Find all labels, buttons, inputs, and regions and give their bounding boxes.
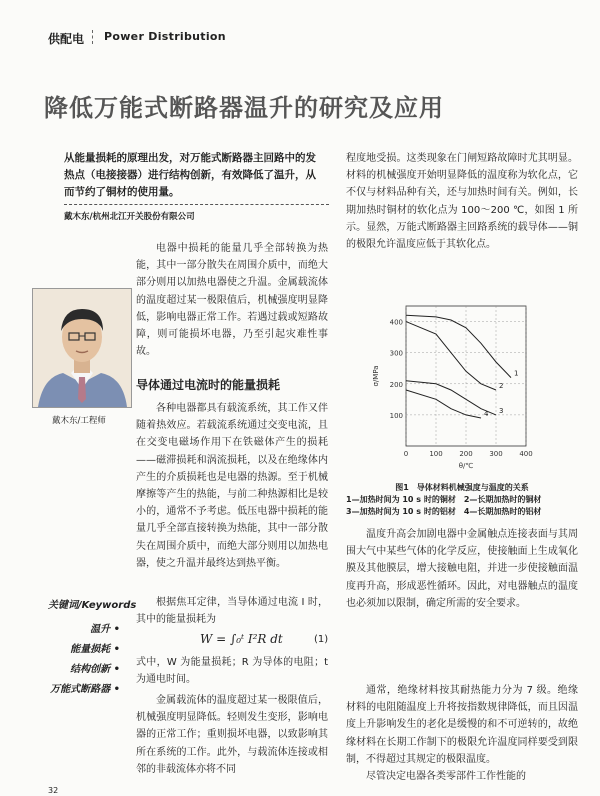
series-label-3: 3 [499,406,504,415]
y-tick-label: 100 [389,411,403,420]
series-line-4 [406,390,481,418]
body-paragraph-3: 根据焦耳定律，当导体通过电流 I 时，其中的能量损耗为 [136,597,328,626]
body-paragraph-2: 各种电器都具有载流系统，其工作又伴随着热效应。若载流系统通过交变电流，且在交变电磁场作用下在铁磁体产生的损耗——磁滞损耗和涡流损耗，以及在绝缘体内产生的介质损耗也是电器的热源。至于机械摩擦等产生的热能，与前二种热源相比是较小的，通常不予考虑。低压电器中损耗的能量几乎全部直接转换为热能，其中一部分散失在周围介质中，而绝大部分则用以加热电器，使之升温并最终达到热平衡。 [136,403,328,569]
figure-caption-line: 3—加热时间为 10 s 时的铝材 4—长期加热时的铝材 [346,507,542,516]
header-divider [92,30,94,44]
strength-temperature-chart [366,296,536,476]
photo-caption: 戴木东/工程师 [52,416,106,426]
y-tick-label: 300 [389,349,403,358]
y-axis-label: σ/MPa [372,365,380,387]
x-tick-label: 100 [429,450,443,458]
figure-caption-line: 1—加热时间为 10 s 时的铜材 2—长期加热时的铜材 [346,495,542,504]
right-paragraph-4: 尽管决定电器各类零部件工作性能的 [366,771,526,782]
keyword-item: 能量损耗 • [70,644,120,655]
article-title: 降低万能式断路器温升的研究及应用 [44,94,444,122]
body-paragraph-1: 电器中损耗的能量几乎全部转换为热能，其中一部分散失在周围介质中，而绝大部分则用以加热电器使之升温。金属载流体的温度超过某一极限值后，机械强度明显降低，影响电器正常工作。若遇过载或短路故障，则可能损坏电器，乃至引起灾难性事故。 [136,243,328,358]
x-tick-label: 200 [459,450,473,458]
x-tick-label: 300 [489,450,503,458]
y-tick-label: 400 [389,318,403,327]
figure-caption [346,482,578,518]
keyword-item: 结构创新 • [70,664,120,675]
right-paragraph-3: 通常，绝缘材料按其耐热能力分为 7 级。绝缘材料的电阻随温度上升将按指数规律降低，而且因温度上升影响发生的老化是缓慢的和不可逆转的，故绝缘材料在长期工作制下的极限允许温度同样要受到限制，不得超过其规定的极限温度。 [346,685,578,765]
abstract-rule [64,204,329,205]
series-line-2 [406,322,496,390]
x-tick-label: 400 [519,450,533,458]
series-label-1: 1 [514,369,519,378]
keywords-heading: 关键词/Keywords [48,600,137,611]
equation-number: (1) [314,634,329,645]
series-label-2: 2 [499,382,504,390]
keyword-item: 温升 • [90,624,120,635]
section-heading: 导体通过电流时的能量损耗 [136,378,281,392]
series-line-1 [406,315,511,377]
body-paragraph-5: 金属载流体的温度超过某一极限值后，机械强度明显降低。轻则发生变形，影响电器的正常工作；重则损坏电器，以致影响其所在系统的工作。此外，与载流体连接或相邻的非载流体亦将不同 [136,695,328,775]
header-section-en: Power Distribution [104,30,226,43]
figure-caption-title: 图1 导体材料机械强度与温度的关系 [395,483,529,492]
header-section: 供配电 [48,32,85,46]
x-axis-label: θ/℃ [458,462,474,470]
body-paragraph-4: 式中，W 为能量损耗；R 为导体的电阻；t 为通电时间。 [136,657,328,686]
author-portrait-icon [33,289,131,407]
author-photo [32,288,132,408]
joule-formula: W = ∫₀ᵗ I²R dt [200,632,283,646]
series-line-3 [406,381,496,415]
right-paragraph-1: 程度地受损。这类现象在门闸短路故障时尤其明显。材料的机械强度开始明显降低的温度称为软化点，它不仅与材料品种有关，还与加热时间有关。例如，长期加热时铜材的软化点为 100～200 ℃，如图 1 所示。显然，万能式断路器主回路系统的载导体——铜的极限允许温度应低于其软化点。 [346,153,578,251]
keyword-item: 万能式断路器 • [50,684,120,695]
x-tick-label: 0 [403,450,409,458]
right-paragraph-2: 温度升高会加剧电器中金属触点连接表面与其周围大气中某些气体的化学反应，使接触面上生成氧化膜及其他膜层，增大接触电阻，并进一步使接触面温度再升高，形成恶性循环。因此，对电器触点的温度也必须加以限制，确定所需的安全要求。 [346,529,578,609]
y-tick-label: 200 [389,380,403,389]
series-label-4: 4 [484,410,489,418]
author-affiliation: 戴木东/杭州北江开关股份有限公司 [64,212,195,222]
page-number: 32 [48,786,59,795]
abstract: 从能量损耗的原理出发，对万能式断路器主回路中的发热点（电接接器）进行结构创新，有效降低了温升，从而节约了铜材的使用量。 [64,152,316,198]
